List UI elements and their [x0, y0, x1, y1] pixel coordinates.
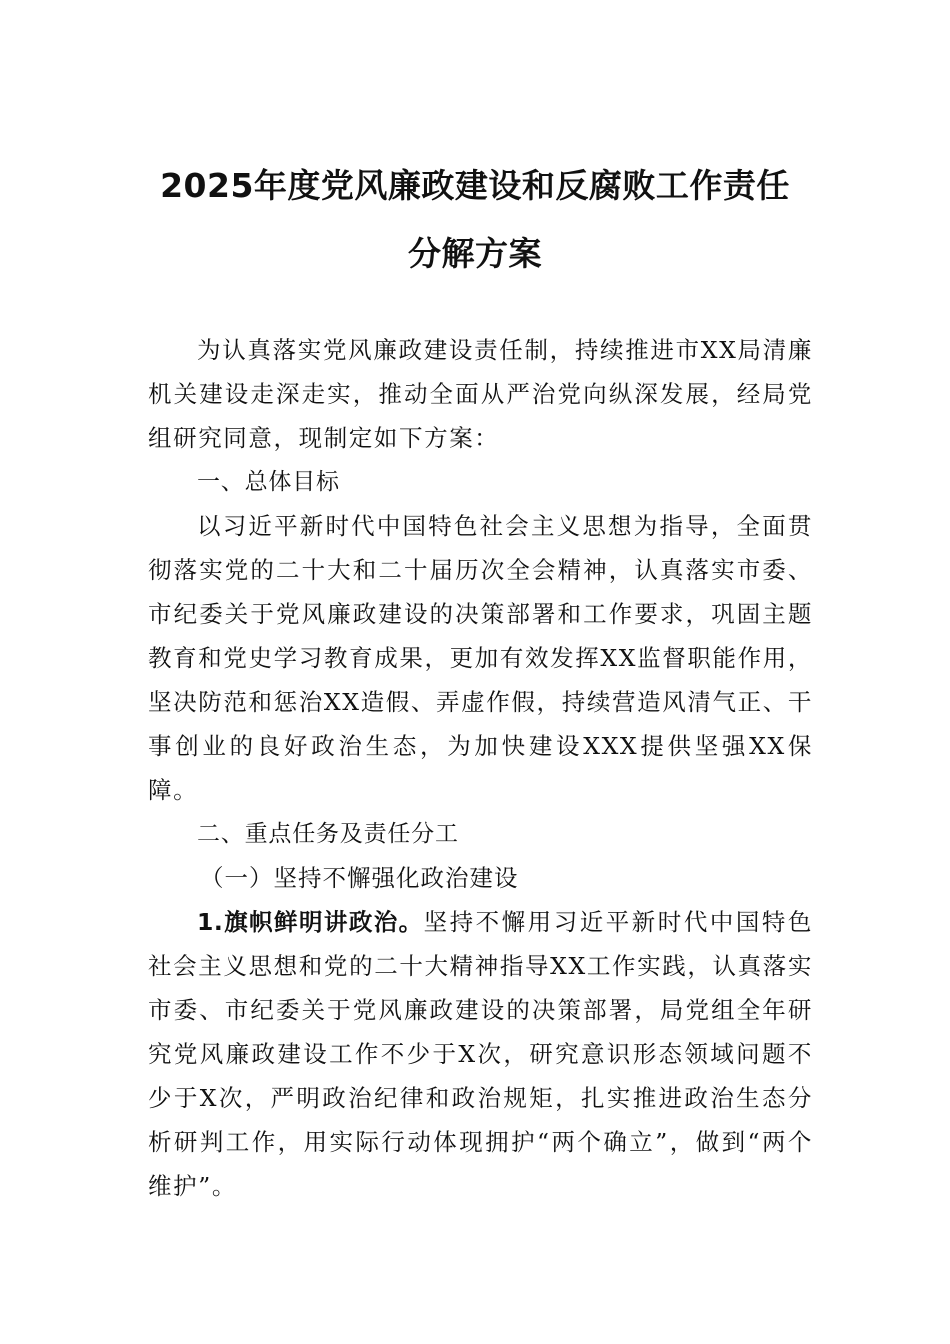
item-1-lead: 1.旗帜鲜明讲政治。 [197, 908, 424, 936]
item-1-body: 坚持不懈用习近平新时代中国特色社会主义思想和党的二十大精神指导XX工作实践，认真落实市委、市纪委关于党风廉政建设的决策部署，局党组全年研究党风廉政建设工作不少于X次，研究意识形态领域问题不少于X次，严明政治纪律和政治规矩，扎实推进政治生态分析研判工作，用实际行动体现拥护“两个确立”，做到“两个维护”。 [148, 908, 814, 1200]
section-heading-key-tasks: 二、重点任务及责任分工 [197, 821, 459, 847]
overall-goal-paragraph: 以习近平新时代中国特色社会主义思想为指导，全面贯彻落实党的二十大和二十届历次全会精神，认真落实市委、市纪委关于党风廉政建设的决策部署和工作要求，巩固主题教育和党史学习教育成果，更加有效发挥XX监督职能作用，坚决防范和惩治XX造假、弄虚作假，持续营造风清气正、干事创业的良好政治生态，为加快建设XXX提供坚强XX保障。 [148, 512, 813, 804]
document-title-line-2: 分解方案 [408, 234, 542, 273]
intro-paragraph: 为认真落实党风廉政建设责任制，持续推进市XX局清廉机关建设走深走实，推动全面从严治党向纵深发展，经局党组研究同意，现制定如下方案： [148, 336, 813, 452]
item-1-paragraph [148, 900, 813, 1208]
section-heading-overall-goal: 一、总体目标 [197, 469, 340, 495]
document-body [148, 328, 813, 1208]
subsection-heading-political-building: （一）坚持不懈强化政治建设 [200, 864, 519, 892]
document-title-line-1: 2025年度党风廉政建设和反腐败工作责任 [160, 166, 790, 205]
